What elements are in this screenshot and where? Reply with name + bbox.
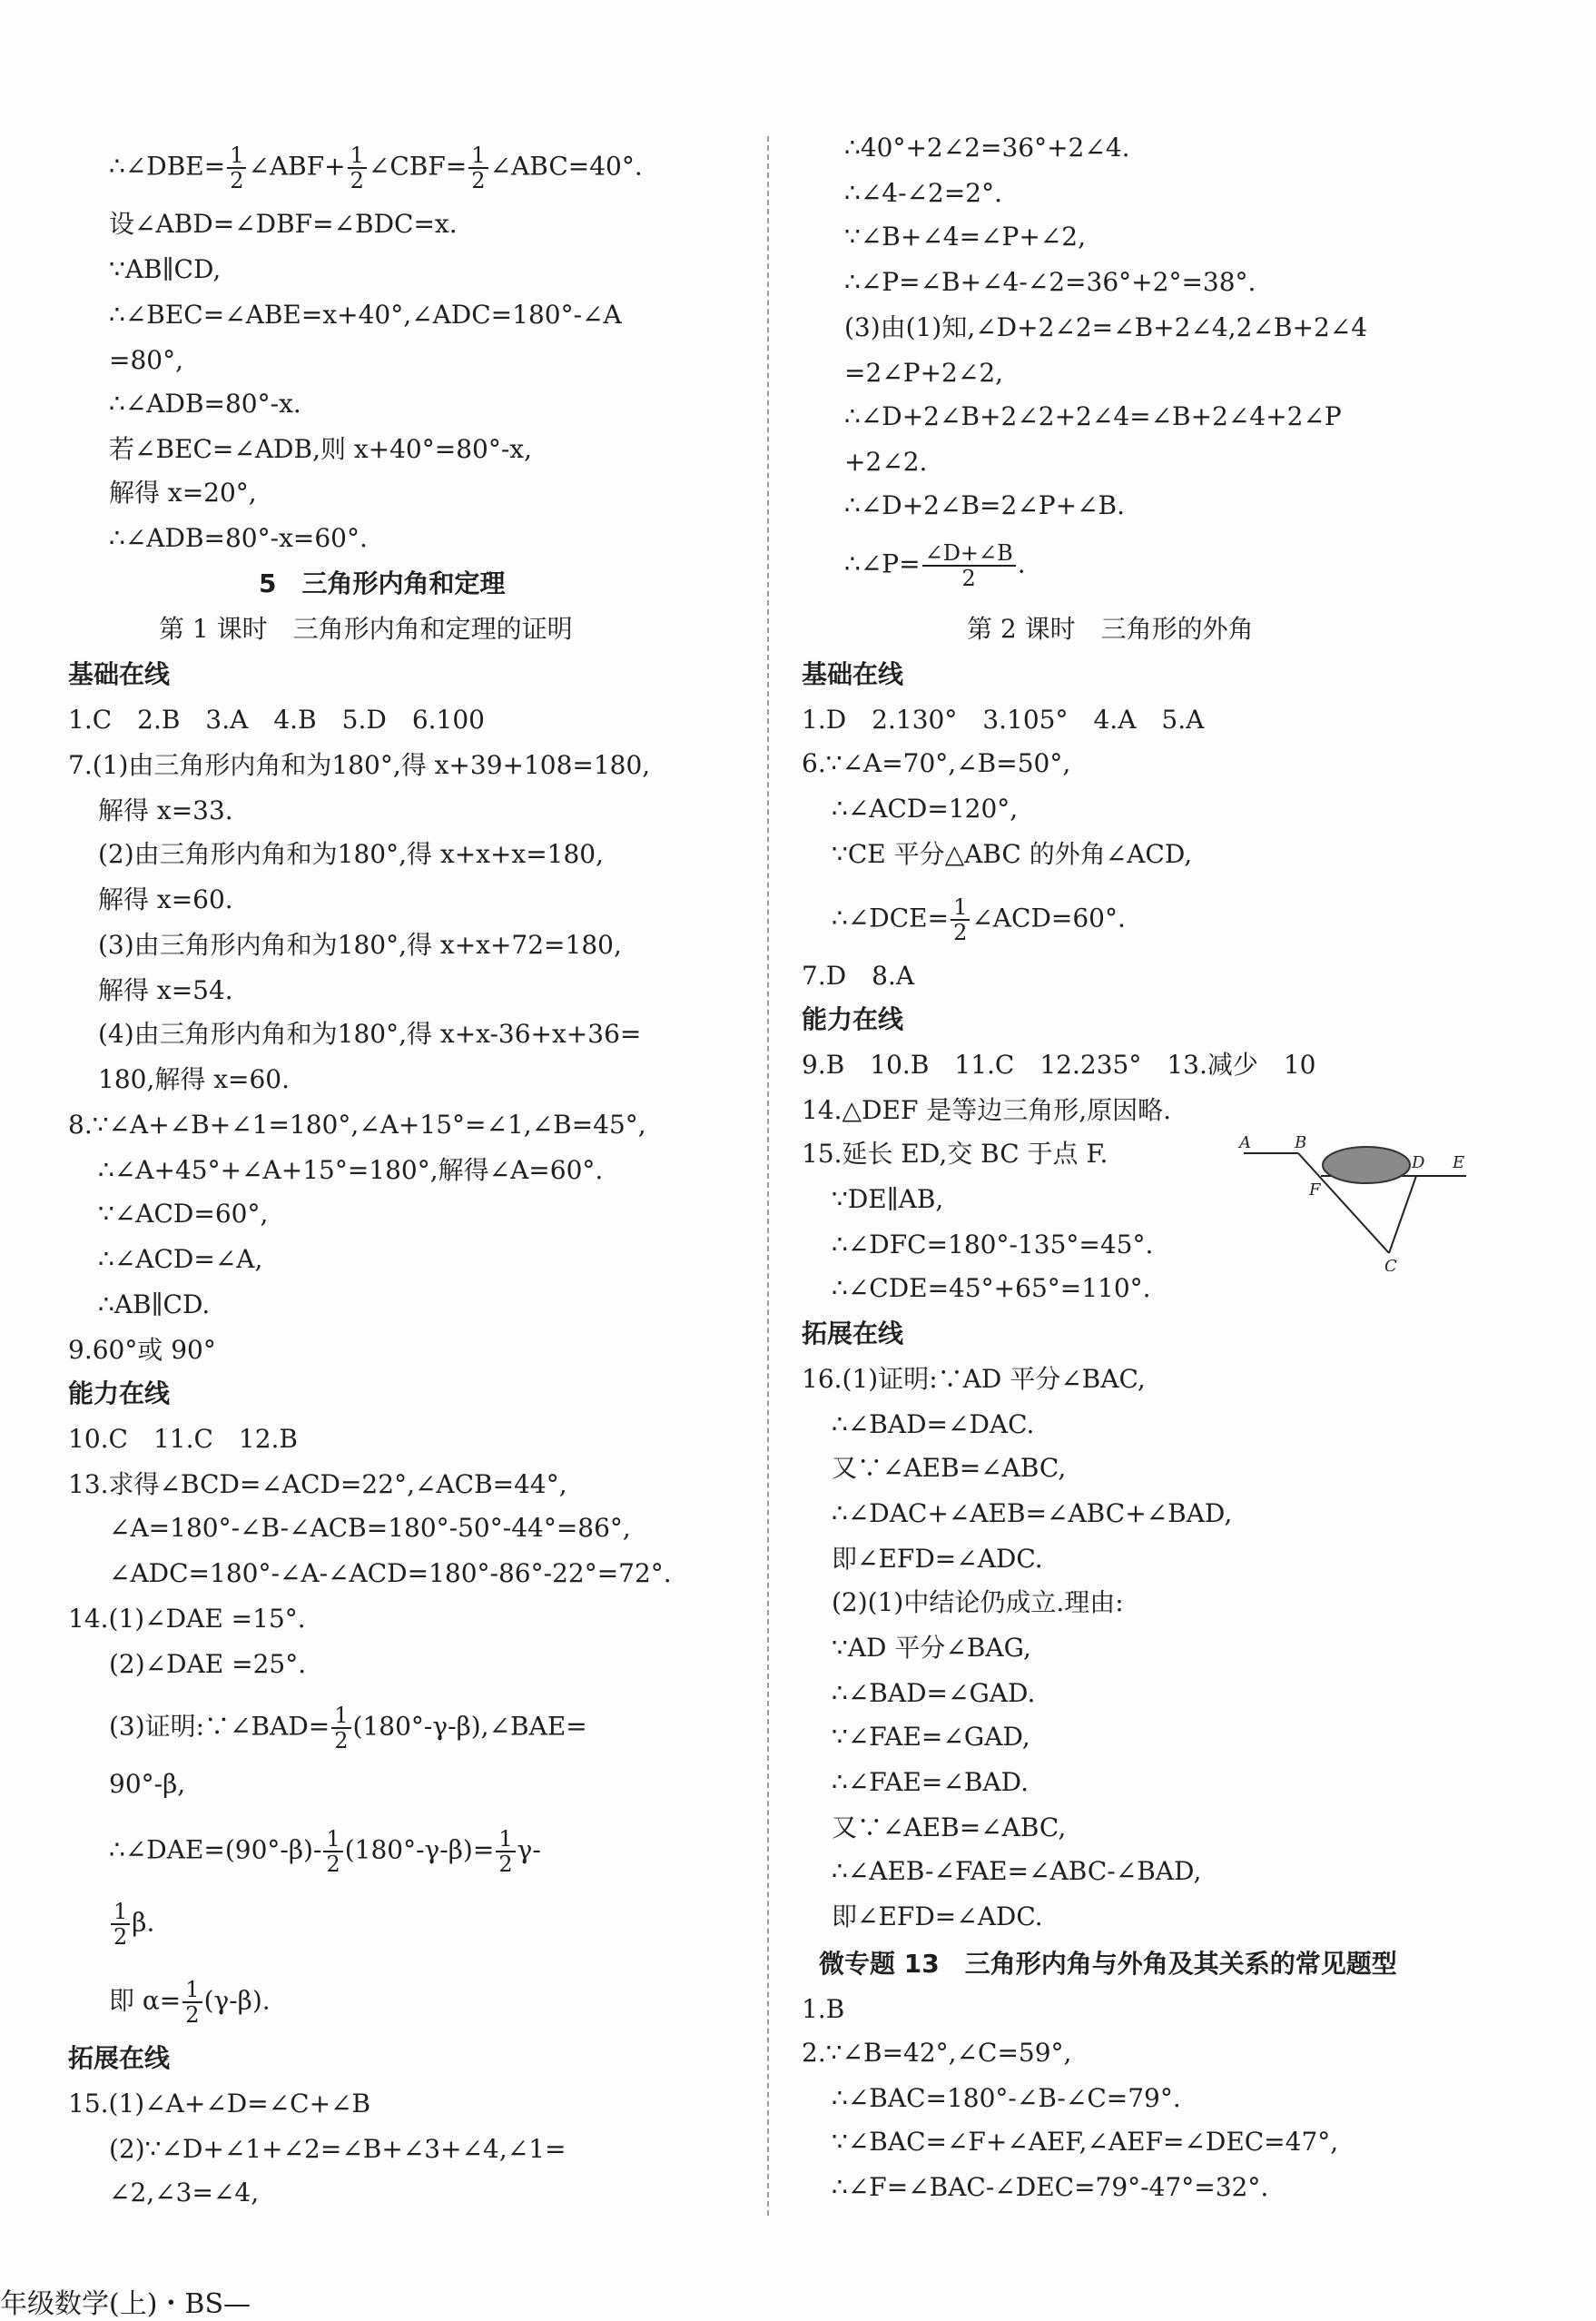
fraction: $\frac{1}{2}$ xyxy=(323,1827,342,1876)
answer-line: ∴∠F=∠BAC-∠DEC=79°-47°=32°. xyxy=(832,2172,1269,2202)
answer-line: (2)∠DAE =25°. xyxy=(109,1649,307,1679)
answer-line: 8.∵∠A+∠B+∠1=180°,∠A+15°=∠1,∠B=45°, xyxy=(68,1110,646,1140)
answer-line: ∴∠DAC+∠AEB=∠ABC+∠BAD, xyxy=(832,1498,1233,1528)
answer-line: 即∠EFD=∠ADC. xyxy=(832,1901,1043,1931)
answer-line: ∠2,∠3=∠4, xyxy=(109,2178,260,2207)
answer-line: +2∠2. xyxy=(844,447,928,477)
answer-line: 90°-β, xyxy=(109,1769,186,1799)
answer-line: 1.C 2.B 3.A 4.B 5.D 6.100 xyxy=(68,705,485,735)
expand-heading: 拓展在线 xyxy=(802,1319,904,1348)
label-e: E xyxy=(1453,1153,1465,1172)
answer-line: ∴∠ACD=∠A, xyxy=(98,1244,263,1274)
answer-line: 14.△DEF 是等边三角形,原因略. xyxy=(802,1095,1172,1125)
answer-line: ∴AB∥CD. xyxy=(98,1289,211,1319)
answer-line: ∴∠P= $\frac{\angle D+\angle B}{2}$ . xyxy=(844,540,1026,591)
left-line-9: ∴∠ADB=80°-x=60°. xyxy=(109,523,368,553)
answer-line: 1.B xyxy=(802,1994,845,2024)
answer-line: 10.C 11.C 12.B xyxy=(68,1424,299,1454)
fraction: $\frac{1}{2}$ xyxy=(331,1704,350,1753)
answer-line: =2∠P+2∠2, xyxy=(844,358,1004,388)
answer-line: ∴∠D+2∠B=2∠P+∠B. xyxy=(844,490,1126,520)
answer-line: 1.D 2.130° 3.105° 4.A 5.A xyxy=(802,705,1205,735)
lesson-title: 第 2 课时 三角形的外角 xyxy=(967,614,1254,644)
label-d: D xyxy=(1412,1153,1425,1172)
answer-line: ∴∠BAD=∠DAC. xyxy=(832,1409,1035,1439)
answer-line: 即∠EFD=∠ADC. xyxy=(832,1544,1043,1574)
basic-heading: 基础在线 xyxy=(68,659,171,689)
answer-line: ∴∠DFC=180°-135°=45°. xyxy=(832,1230,1154,1259)
answer-line: (2)∵∠D+∠1+∠2=∠B+∠3+∠4,∠1= xyxy=(109,2134,566,2164)
ink-blot xyxy=(1323,1147,1410,1183)
label-a: A xyxy=(1239,1135,1251,1152)
column-divider xyxy=(767,136,769,2216)
answer-line: 15.(1)∠A+∠D=∠C+∠B xyxy=(68,2089,371,2119)
answer-line: (2)由三角形内角和为180°,得 x+x+x=180, xyxy=(98,839,605,869)
answer-line: 9.B 10.B 11.C 12.235° 13.减少 10 xyxy=(802,1050,1316,1080)
answer-line: ∴∠BAD=∠GAD. xyxy=(832,1678,1036,1708)
answer-line: ∵∠ACD=60°, xyxy=(98,1199,269,1229)
answer-line: 180,解得 x=60. xyxy=(98,1064,291,1094)
fraction: $\frac{\angle D+\angle B}{2}$ xyxy=(922,541,1016,590)
answer-line: 2.∵∠B=42°,∠C=59°, xyxy=(802,2038,1072,2068)
answer-line: ∴∠AEB-∠FAE=∠ABC-∠BAD, xyxy=(832,1856,1202,1886)
answer-line: 16.(1)证明:∵AD 平分∠BAC, xyxy=(802,1364,1146,1394)
answer-line: ∴∠D+2∠B+2∠2+2∠4=∠B+2∠4+2∠P xyxy=(844,401,1342,431)
section-title: 5 三角形内角和定理 xyxy=(259,568,506,598)
geometry-figure xyxy=(1235,1135,1471,1271)
answer-line: 解得 x=60. xyxy=(98,884,233,914)
ability-heading: 能力在线 xyxy=(68,1378,171,1408)
page-footer: 年级数学(上)・BS— xyxy=(0,2288,251,2320)
fraction: $\frac{1}{2}$ xyxy=(348,143,367,193)
answer-line: (3)由(1)知,∠D+2∠2=∠B+2∠4,2∠B+2∠4 xyxy=(844,312,1368,342)
fraction: $\frac{1}{2}$ xyxy=(182,1978,202,2027)
fraction: $\frac{1}{2}$ xyxy=(496,1827,515,1876)
answer-line: 又∵∠AEB=∠ABC, xyxy=(832,1812,1067,1842)
answer-line: ∴∠DAE=(90°-β)- $\frac{1}{2}$ (180°-γ-β)= $\frac{1}{2}$ γ- xyxy=(109,1826,541,1877)
answer-line: ∴∠DCE= $\frac{1}{2}$ ∠ACD=60°. xyxy=(832,894,1126,945)
fraction: $\frac{1}{2}$ xyxy=(951,895,970,944)
answer-line: 15.延长 ED,交 BC 于点 F. xyxy=(802,1139,1108,1169)
answer-line: ∵∠FAE=∠GAD, xyxy=(832,1722,1030,1752)
answer-line: ∴∠A+45°+∠A+15°=180°,解得∠A=60°. xyxy=(98,1155,604,1185)
fraction: $\frac{1}{2}$ xyxy=(468,143,488,193)
answer-line: ∴∠FAE=∠BAD. xyxy=(832,1767,1029,1797)
basic-heading: 基础在线 xyxy=(802,659,904,689)
answer-line: ∠A=180°-∠B-∠ACB=180°-50°-44°=86°, xyxy=(109,1513,631,1543)
answer-line: (3)证明:∵∠BAD= $\frac{1}{2}$ (180°-γ-β),∠BAE= xyxy=(109,1703,587,1753)
left-line-3: ∵AB∥CD, xyxy=(109,254,222,284)
answer-line: ∵AD 平分∠BAG, xyxy=(832,1633,1031,1663)
left-line-8: 解得 x=20°, xyxy=(109,478,257,508)
left-line-7: 若∠BEC=∠ADB,则 x+40°=80°-x, xyxy=(109,434,532,464)
left-line-5: =80°, xyxy=(109,345,183,375)
answer-line: ∴∠4-∠2=2°. xyxy=(844,178,1003,208)
answer-line: 解得 x=54. xyxy=(98,975,233,1005)
left-line-6: ∴∠ADB=80°-x. xyxy=(109,389,301,419)
fraction: $\frac{1}{2}$ xyxy=(111,1900,130,1949)
answer-line: (2)(1)中结论仍成立.理由: xyxy=(832,1587,1124,1617)
answer-line: 即 α= $\frac{1}{2}$ (γ-β). xyxy=(109,1977,271,2028)
special-topic-heading: 微专题 13 三角形内角与外角及其关系的常见题型 xyxy=(819,1949,1397,1979)
answer-line: ∴∠BAC=180°-∠B-∠C=79°. xyxy=(832,2083,1181,2113)
line-cd xyxy=(1389,1176,1416,1253)
answer-line: 13.求得∠BCD=∠ACD=22°,∠ACB=44°, xyxy=(68,1469,567,1499)
left-line-2: 设∠ABD=∠DBF=∠BDC=x. xyxy=(109,209,458,239)
answer-line: 7.D 8.A xyxy=(802,961,915,991)
expand-heading: 拓展在线 xyxy=(68,2043,171,2073)
label-c: C xyxy=(1384,1257,1397,1271)
answer-line: 6.∵∠A=70°,∠B=50°, xyxy=(802,748,1071,778)
answer-line: ∴∠P=∠B+∠4-∠2=36°+2°=38°. xyxy=(844,267,1256,297)
answer-line: 又∵∠AEB=∠ABC, xyxy=(832,1453,1067,1483)
answer-line: 解得 x=33. xyxy=(98,795,233,825)
left-line-4: ∴∠BEC=∠ABE=x+40°,∠ADC=180°-∠A xyxy=(109,300,622,330)
answer-line: ∴∠ACD=120°, xyxy=(832,794,1019,824)
lesson-title: 第 1 课时 三角形内角和定理的证明 xyxy=(159,614,573,644)
answer-line: ∴40°+2∠2=36°+2∠4. xyxy=(844,133,1130,163)
answer-line: ∵∠B+∠4=∠P+∠2, xyxy=(844,222,1086,252)
left-line-1: ∴∠DBE= $\frac{1}{2}$ ∠ABF+ $\frac{1}{2}$ ∠CBF= $\frac{1}{2}$ ∠ABC=40°. xyxy=(109,143,643,193)
answer-line: (4)由三角形内角和为180°,得 x+x-36+x+36= xyxy=(98,1019,642,1049)
answer-line: 9.60°或 90° xyxy=(68,1335,216,1365)
answer-line: $\frac{1}{2}$ β. xyxy=(109,1900,154,1949)
ability-heading: 能力在线 xyxy=(802,1004,904,1034)
answer-line: (3)由三角形内角和为180°,得 x+x+72=180, xyxy=(98,930,622,960)
label-f: F xyxy=(1309,1180,1321,1200)
label-b: B xyxy=(1295,1135,1307,1152)
answer-line: ∴∠CDE=45°+65°=110°. xyxy=(832,1273,1151,1303)
answer-line: ∵DE∥AB, xyxy=(832,1184,944,1214)
fraction: $\frac{1}{2}$ xyxy=(227,143,246,193)
answer-line: ∠ADC=180°-∠A-∠ACD=180°-86°-22°=72°. xyxy=(109,1558,672,1588)
answer-line: 14.(1)∠DAE =15°. xyxy=(68,1604,306,1634)
answer-line: ∵∠BAC=∠F+∠AEF,∠AEF=∠DEC=47°, xyxy=(832,2127,1339,2157)
answer-line: 7.(1)由三角形内角和为180°,得 x+39+108=180, xyxy=(68,750,651,780)
answer-line: ∵CE 平分△ABC 的外角∠ACD, xyxy=(832,839,1193,869)
